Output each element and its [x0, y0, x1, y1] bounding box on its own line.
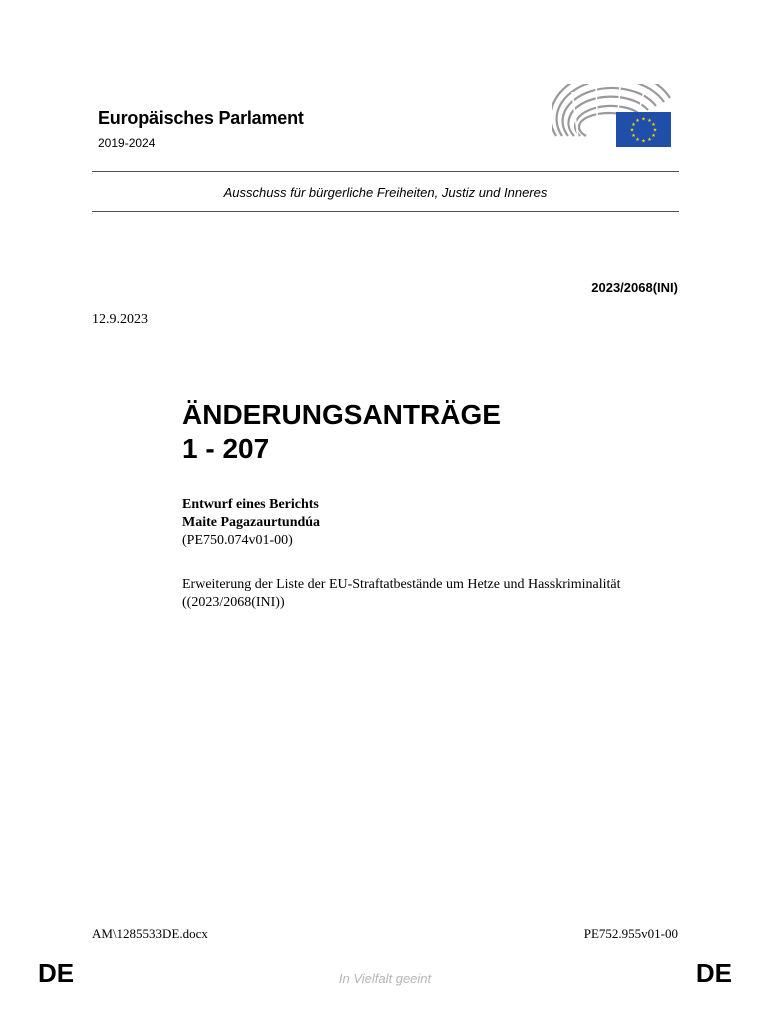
subject-line-1: Erweiterung der Liste der EU-Straftatbestände um Hetze und Hasskriminalität [182, 577, 621, 592]
svg-text:★: ★ [641, 116, 646, 123]
draft-label: Entwurf eines Berichts [182, 497, 319, 512]
report-subject [182, 576, 702, 612]
svg-text:★: ★ [651, 122, 656, 128]
eu-motto: In Vielfalt geeint [338, 971, 432, 986]
svg-text:★: ★ [631, 133, 636, 139]
subject-line-2: ((2023/2068(INI)) [182, 595, 285, 610]
language-code-right: DE [695, 958, 732, 988]
european-parliament-logo-icon [552, 84, 674, 150]
svg-text:★: ★ [635, 118, 640, 124]
document-date: 12.9.2023 [92, 312, 148, 327]
language-code-left: DE [38, 958, 75, 988]
svg-text:★: ★ [647, 137, 652, 143]
document-file-id: AM\1285533DE.docx [92, 926, 208, 941]
institution-name: Europäisches Parlament [98, 108, 304, 128]
svg-text:★: ★ [629, 127, 635, 134]
title-line-1: ÄNDERUNGSANTRÄGE [182, 399, 501, 430]
svg-text:★: ★ [652, 127, 658, 134]
title-line-2: 1 - 207 [182, 433, 270, 464]
svg-text:★: ★ [647, 118, 652, 124]
svg-text:★: ★ [651, 133, 656, 139]
parliamentary-term: 2019-2024 [98, 136, 156, 150]
header-divider-top [92, 171, 679, 172]
document-title [182, 398, 501, 466]
committee-name: Ausschuss für bürgerliche Freiheiten, Justiz und Inneres [223, 185, 548, 200]
svg-text:★: ★ [635, 137, 640, 143]
pe-number: PE752.955v01-00 [583, 926, 678, 941]
svg-text:★: ★ [641, 138, 646, 145]
svg-text:★: ★ [631, 122, 636, 128]
header-divider-bottom [92, 211, 679, 212]
draft-report-info [182, 496, 320, 550]
draft-reference: (PE750.074v01-00) [182, 533, 293, 548]
procedure-number: 2023/2068(INI) [591, 280, 678, 295]
rapporteur-name: Maite Pagazaurtundúa [182, 515, 321, 530]
